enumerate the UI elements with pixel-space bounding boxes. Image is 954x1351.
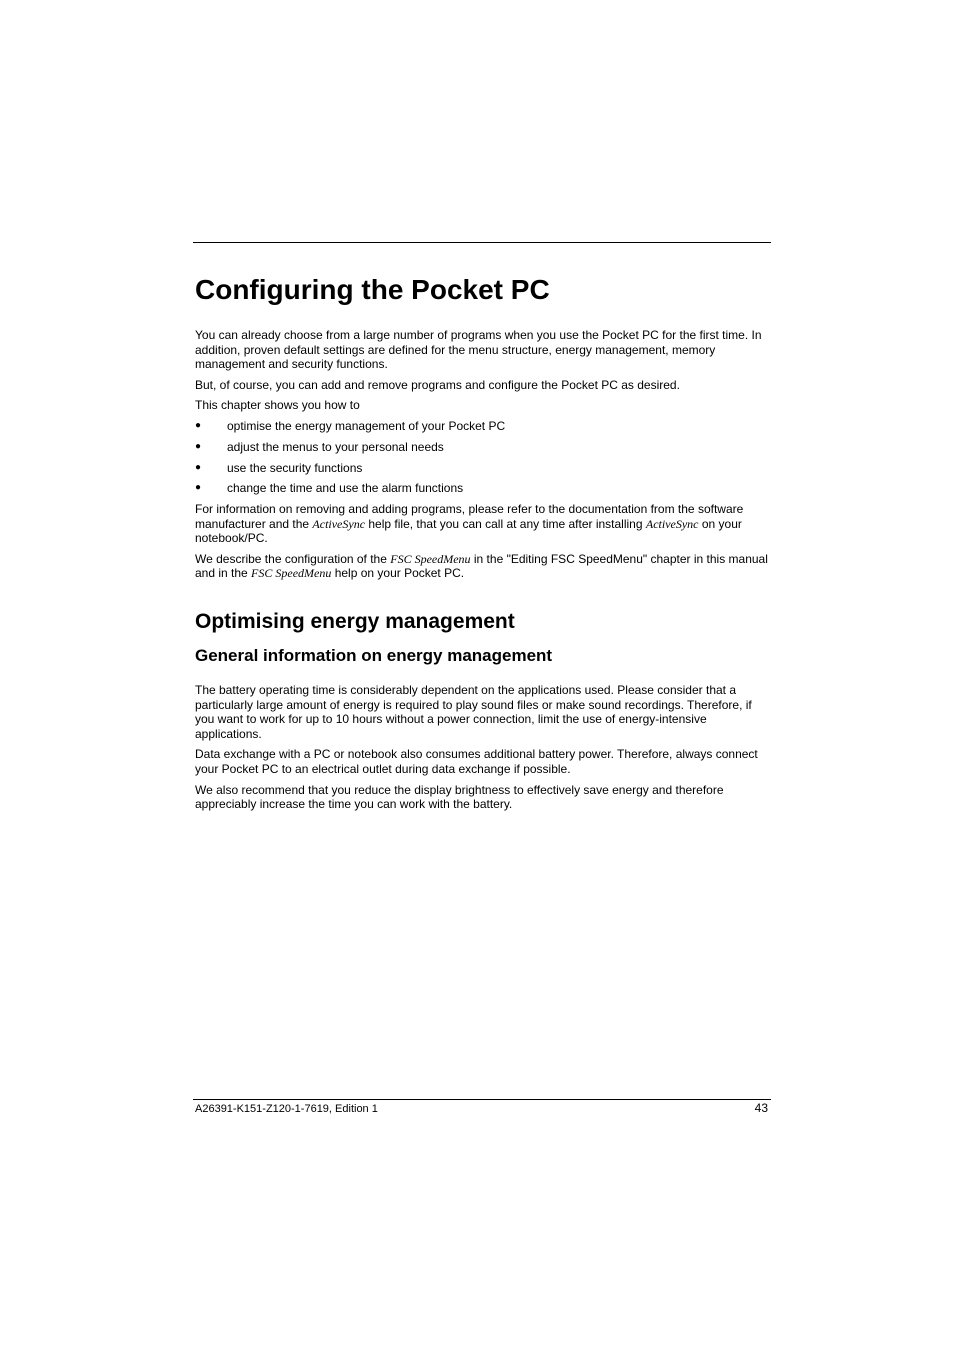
list-item	[195, 440, 769, 455]
speedmenu-text-a: We describe the configuration of the	[195, 551, 391, 566]
section-title: Optimising energy management	[195, 610, 515, 634]
header-rule	[193, 242, 771, 243]
footer-rule	[193, 1099, 771, 1100]
speedmenu-paragraph	[195, 552, 769, 581]
energy-paragraph-1: The battery operating time is considerably dependent on the applications used. Please consider that a particularly large amount of energy is required to play sound files or make sound recordings. Therefore, if you want to work for up to 10 hours without a power connection, limit the use of energy-intensive applications.	[195, 683, 752, 741]
speedmenu-term: FSC SpeedMenu	[251, 566, 332, 581]
programs-text-c: help file, that you can call at any time after installing	[365, 516, 646, 531]
page-number: 43	[754, 1101, 768, 1115]
energy-paragraph-3: We also recommend that you reduce the display brightness to effectively save energy and therefore appreciably increase the time you can work with the battery.	[195, 782, 724, 812]
list-item	[195, 419, 769, 434]
intro-paragraph-2: But, of course, you can add and remove programs and configure the Pocket PC as desired.	[195, 377, 680, 392]
subsection-title: General information on energy management	[195, 646, 553, 666]
activesync-term: ActiveSync	[645, 516, 699, 531]
list-item	[195, 481, 769, 496]
bullet-icon: ●	[195, 440, 202, 452]
intro-paragraph-3: This chapter shows you how to	[195, 398, 360, 413]
programs-text-e: on your notebook/PC.	[195, 516, 742, 546]
list-item-text: change the time and use the alarm functions	[227, 481, 464, 496]
page-content	[195, 272, 769, 818]
chapter-title: Configuring the Pocket PC	[195, 274, 550, 305]
list-item-text: adjust the menus to your personal needs	[227, 439, 444, 454]
speedmenu-text-e: help on your Pocket PC.	[331, 566, 465, 581]
list-item-text: use the security functions	[227, 460, 363, 475]
bullet-icon: ●	[195, 482, 202, 494]
programs-paragraph	[195, 502, 769, 546]
intro-paragraph-1: You can already choose from a large number of programs when you use the Pocket PC for the first time. In addition, proven default settings are defined for the menu structure, energy management, memory management and security functions.	[195, 328, 762, 372]
energy-paragraph-2: Data exchange with a PC or notebook also consumes additional battery power. Therefore, always connect your Pocket PC to an electrical outlet during data exchange if possible.	[195, 747, 758, 777]
programs-text-a: For information on removing and adding programs, please refer to the documentation from the software manufacturer and the	[195, 502, 744, 531]
list-item	[195, 461, 769, 476]
speedmenu-text-c: in the "Editing FSC SpeedMenu" chapter in this manual and in the	[195, 551, 768, 581]
list-item-text: optimise the energy management of your Pocket PC	[227, 418, 506, 433]
document-id: A26391-K151-Z120-1-7619, Edition 1	[195, 1103, 378, 1115]
bullet-icon: ●	[195, 419, 202, 431]
speedmenu-term: FSC SpeedMenu	[390, 551, 471, 566]
activesync-term: ActiveSync	[312, 516, 366, 531]
bullet-icon: ●	[195, 461, 202, 473]
chapter-topics-list	[195, 419, 769, 496]
